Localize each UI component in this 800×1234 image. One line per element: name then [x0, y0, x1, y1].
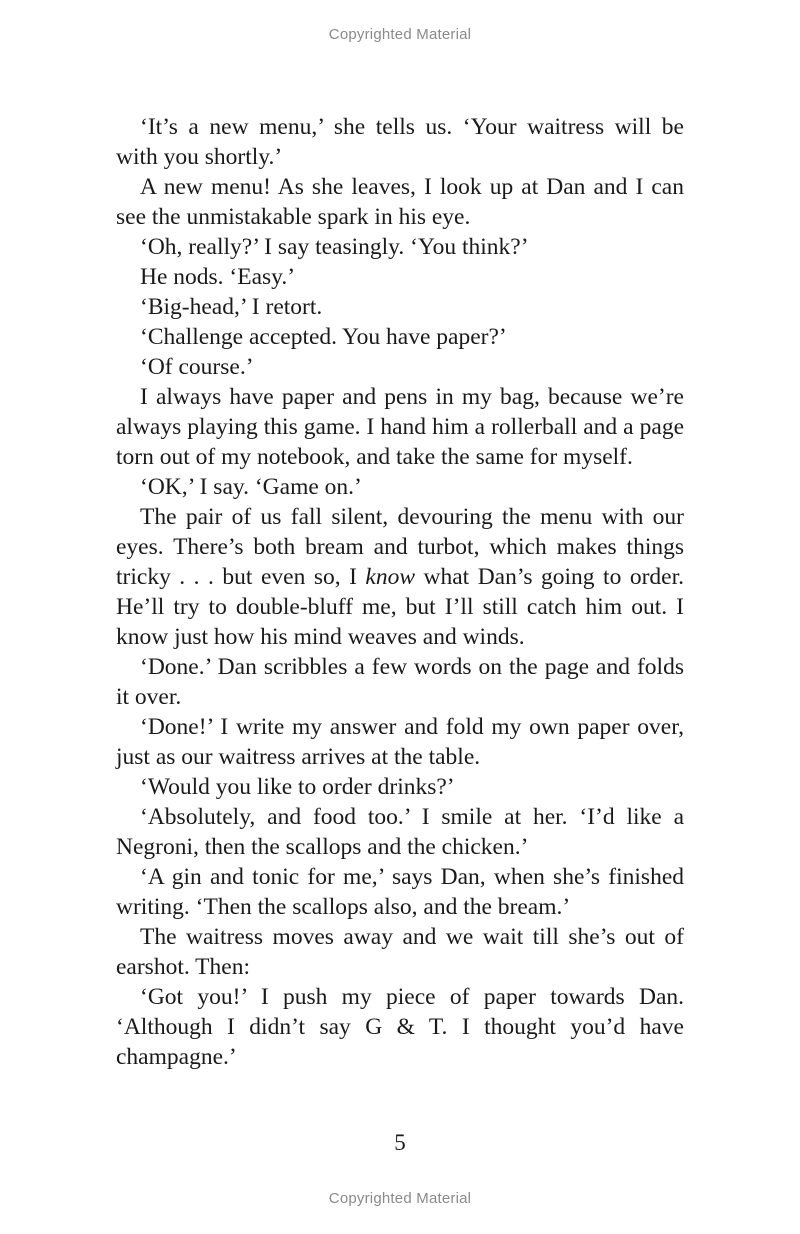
paragraph: ‘Big-head,’ I retort. [140, 294, 323, 320]
copyright-watermark-top: Copyrighted Material [328, 26, 472, 43]
page-number: 5 [394, 1130, 406, 1155]
emphasized-word: know [365, 564, 416, 590]
paragraph: ‘A gin and tonic for me,’ says Dan, when she’s finished writing. ‘Then the scallops also, and the bream.’ [116, 864, 684, 920]
paragraph-text-segment: what Dan’s going to order. He’ll try to double-bluff me, but I’ll still catch him out. I know just how his mind weaves and winds. [116, 564, 684, 650]
paragraph: ‘OK,’ I say. ‘Game on.’ [140, 474, 362, 500]
paragraph: ‘Would you like to order drinks?’ [140, 774, 455, 800]
paragraph: ‘Of course.’ [140, 354, 254, 380]
copyright-watermark-bottom: Copyrighted Material [328, 1190, 472, 1207]
paragraph: ‘Challenge accepted. You have paper?’ [140, 324, 507, 350]
paragraph: I always have paper and pens in my bag, because we’re always playing this game. I hand him a rollerball and a page torn out of my notebook, and take the same for myself. [116, 384, 684, 470]
paragraph: ‘Done.’ Dan scribbles a few words on the page and folds it over. [116, 654, 684, 710]
paragraph-text-segment: The pair of us fall silent, devouring the menu with our eyes. There’s both bream and turbot, which makes things tricky . . . but even so, I [116, 504, 684, 590]
paragraph: ‘Oh, really?’ I say teasingly. ‘You think?’ [140, 234, 529, 260]
paragraph: ‘Done!’ I write my answer and fold my own paper over, just as our waitress arrives at the table. [116, 714, 684, 770]
paragraph: A new menu! As she leaves, I look up at Dan and I can see the unmistakable spark in his eye. [116, 174, 684, 230]
paragraph: ‘Got you!’ I push my piece of paper towards Dan. ‘Although I didn’t say G & T. I thought you’d have champagne.’ [116, 984, 684, 1070]
paragraph: The waitress moves away and we wait till she’s out of earshot. Then: [116, 924, 684, 980]
paragraph: He nods. ‘Easy.’ [140, 264, 296, 290]
paragraph: ‘It’s a new menu,’ she tells us. ‘Your waitress will be with you shortly.’ [116, 114, 684, 170]
page-body-text [116, 112, 684, 1072]
paragraph: ‘Absolutely, and food too.’ I smile at her. ‘I’d like a Negroni, then the scallops and the chicken.’ [116, 804, 684, 860]
paragraph [116, 502, 684, 652]
